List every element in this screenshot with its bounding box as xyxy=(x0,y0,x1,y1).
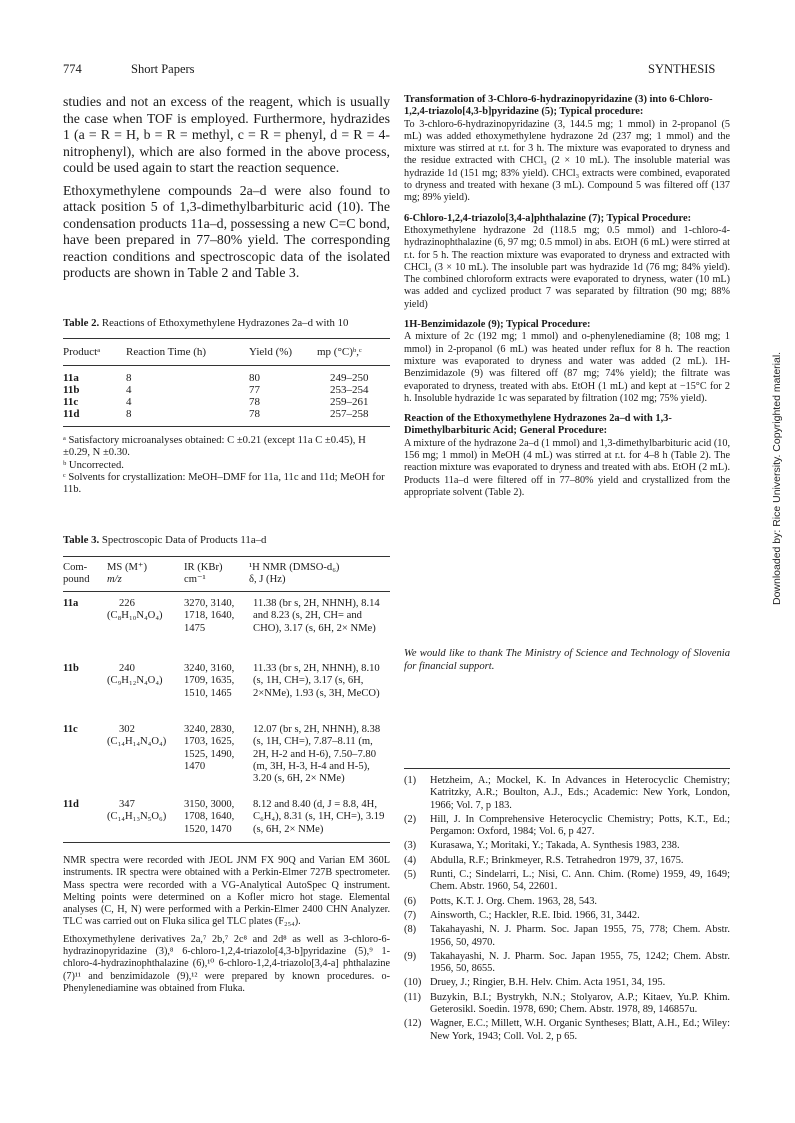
paragraph: NMR spectra were recorded with JEOL JNM FX 90Q and Varian EM 360L instruments. IR spectra were obtained with a Perkin-Elmer 727B spectrometer. Mass spectra were recorded with a VG-Analytical AutoSpec Q instrument. Melting points were determined on a Kofler micro hot stage. Elemental analyses (C, H, N) were performed with a Perkin-Elmer 2400 CHN Analyzer. TLC was carried out on Fluka silica gel TLC plates (F₂₅₄). xyxy=(63,855,390,928)
procedure-heading: Reaction of the Ethoxymethylene Hydrazones 2a–d with 1,3-Dimethylbarbituric Acid; General Procedure: xyxy=(404,413,672,437)
paragraph: Ethoxymethylene hydrazone 2d (118.5 mg; 0.5 mmol) and 1-chloro-4-hydrazinophthalazine (6, 97 mg; 0.5 mmol) in abs. EtOH (6 mL) were stirred at r.t. for 5 h. The reaction mixture was evaporated to dryness and extracted with CHCl₃ (3 × 10 mL). The insoluble part was hydrazide 1d (76 mg; 84% yield). The combined chloroform extracts were evaporated to dryness, water (10 mL) was added and cyclized product 7 was separated by filtration (90 mg; 88% yield) xyxy=(404,224,730,310)
table-cell: 3270, 3140, 1718, 1640, 1475 xyxy=(184,598,235,634)
column-header: pound xyxy=(63,574,90,585)
table-cell: 11.38 (br s, 2H, NHNH), 8.14 and 8.23 (s, 2H, CH= and CHO), 3.17 (s, 6H, 2× NMe) xyxy=(253,598,380,634)
table-cell: 226 xyxy=(119,598,135,609)
reference-number: (5) xyxy=(404,869,417,881)
table-cell: 77 xyxy=(249,384,260,396)
reference-number: (8) xyxy=(404,924,417,936)
download-notice: Downloaded by: Rice University. Copyrighted material. xyxy=(771,351,783,605)
table-row xyxy=(63,396,390,408)
column-header: mp (°C)ᵇ,ᶜ xyxy=(317,346,362,358)
section-name: Short Papers xyxy=(131,62,195,76)
column-header: MS (M⁺) xyxy=(107,562,148,573)
table-cell: 302 xyxy=(119,724,135,735)
reference-item xyxy=(404,1018,730,1043)
table-2 xyxy=(63,317,390,496)
table-cell: (C₁₄H₁₃N₅O₆) xyxy=(107,811,167,823)
table-row xyxy=(63,384,390,396)
table-row xyxy=(63,799,390,836)
table-cell: 347 xyxy=(119,799,135,810)
reference-number: (3) xyxy=(404,840,417,852)
reference-text: Druey, J.; Ringier, B.H. Helv. Chim. Acta 1951, 34, 195. xyxy=(430,977,666,989)
page-number: 774 xyxy=(63,62,82,76)
table-row xyxy=(63,663,390,724)
reference-text: Abdulla, R.F.; Brinkmeyer, R.S. Tetrahedron 1979, 37, 1675. xyxy=(430,854,684,866)
reference-item xyxy=(404,814,730,839)
reference-item xyxy=(404,896,730,908)
column-header: m/z xyxy=(107,574,122,585)
column-header: Com- xyxy=(63,562,88,573)
left-intro xyxy=(63,94,390,282)
reference-text: Kurasawa, Y.; Moritaki, Y.; Takada, A. Synthesis 1983, 238. xyxy=(430,840,680,852)
table-3-header xyxy=(63,562,390,586)
reference-text: Hill, J. In Comprehensive Heterocyclic Chemistry; Potts, K.T., Ed.; Pergamon: Oxford, 1984; Vol. 6, p 427. xyxy=(430,813,730,838)
table-label: Table 3. xyxy=(63,534,100,546)
acknowledgement-text: We would like to thank The Ministry of Science and Technology of Slovenia for financial support. xyxy=(404,648,730,672)
procedure-heading: Transformation of 3-Chloro-6-hydrazinopyridazine (3) into 6-Chloro-1,2,4-triazolo[4,3-b]pyridazine (5); Typical procedure: xyxy=(404,94,713,118)
table-cell: 8.12 and 8.40 (d, J = 8.8, 4H, C₆H₄), 8.31 (s, 1H, CH=), 3.19 (s, 6H, 2× NMe) xyxy=(253,799,385,835)
reference-number: (2) xyxy=(404,813,417,825)
reference-text: Ainsworth, C.; Hackler, R.E. Ibid. 1966, 31, 3442. xyxy=(430,909,640,921)
table-cell: 240 xyxy=(119,663,135,674)
column-header: ¹H NMR (DMSO-d₆) xyxy=(249,562,340,573)
table-cell: (C₁₄H₁₄N₄O₄) xyxy=(107,736,167,748)
table-label: Table 2. xyxy=(63,317,100,329)
table-cell: 249–250 xyxy=(330,372,369,384)
journal-name: SYNTHESIS xyxy=(648,62,716,76)
table-cell: 11d xyxy=(63,799,79,810)
table-cell: 11d xyxy=(63,408,80,420)
reference-item xyxy=(404,992,730,1017)
paragraph: Ethoxymethylene derivatives 2a,⁷ 2b,⁷ 2c⁸ and 2d⁸ as well as 3-chloro-6-hydrazinopyridazine (3),⁸ 6-chloro-1,2,4-triazolo[4,3-b]pyridazine (5),⁹ 1-chloro-4-hydrazinophthalazine (6),¹⁰ 6-chloro-1,2,4-triazolo[3,4-a] phthalazine (7)¹¹ and benzimidazole (9),¹² were prepared by known procedures. o-Phenylenediamine was obtained from Fluka. xyxy=(63,933,390,994)
references xyxy=(404,768,730,1045)
column-header: Productᵃ xyxy=(63,346,101,358)
table-title: Reactions of Ethoxymethylene Hydrazones 2a–d with 10 xyxy=(101,317,349,329)
table-2-grid xyxy=(63,346,390,365)
table-3 xyxy=(63,534,390,843)
table-cell: 4 xyxy=(126,396,132,408)
table-row xyxy=(63,408,390,420)
reference-number: (10) xyxy=(404,977,422,989)
table-cell: 78 xyxy=(249,408,260,420)
reference-number: (6) xyxy=(404,895,417,907)
reference-number: (12) xyxy=(404,1018,422,1030)
reference-number: (1) xyxy=(404,775,417,786)
table-row xyxy=(63,598,390,663)
reference-text: Takahayashi, N. J. Pharm. Soc. Japan 1955, 75, 778; Chem. Abstr. 1956, 50, 4970. xyxy=(430,924,730,948)
reference-text: Wagner, E.C.; Millett, W.H. Organic Syntheses; Blatt, A.H., Ed.; Wiley: New York, 1943; Coll. Vol. 2, p 65. xyxy=(430,1018,730,1042)
table-cell: 11a xyxy=(63,372,79,384)
table-cell: 11b xyxy=(63,663,79,674)
table-cell: 78 xyxy=(249,396,260,408)
table-cell: 8 xyxy=(126,372,132,384)
table-cell: 11.33 (br s, 2H, NHNH), 8.10 (s, 1H, CH=), 3.17 (s, 6H, 2×NMe), 1.93 (s, 3H, MeCO) xyxy=(253,663,380,699)
left-experimental xyxy=(63,855,390,995)
reference-text: Buzykin, B.I.; Bystrykh, N.N.; Stolyarov, A.P.; Kitaev, Yu.P. Khim. Geterosikl. Soedin. 1978, 690; Chem. Abstr. 1978, 89, 146857u. xyxy=(430,991,730,1016)
column-header: δ, J (Hz) xyxy=(249,574,286,585)
table-caption xyxy=(63,317,390,329)
paragraph: To 3-chloro-6-hydrazinopyridazine (3, 144.5 mg; 1 mmol) in 2-propanol (5 mL) was added ethoxymethylene hydrazone 2d (237 mg; 1 mmol) and the mixture was stirred at r.t. for 3 h. The mixture was evaporated to dryness and the residue extracted with CHCl₃ (2 × 10 mL). The insoluble material was hydrazide 1d (151 mg; 83% yield). CHCl₃ extracts were combined, evaporated to dryness and treated with hexane (3 mL). Compound 5 was filtered off (137 mg; 89% yield). xyxy=(404,118,730,204)
table-cell: 3240, 2830, 1703, 1625, 1525, 1490, 1470 xyxy=(184,724,235,772)
reference-number: (4) xyxy=(404,854,417,866)
table-caption xyxy=(63,534,390,546)
table-cell: 3150, 3000, 1708, 1640, 1520, 1470 xyxy=(184,799,235,835)
paragraph: Ethoxymethylene compounds 2a–d were also found to attack position 5 of 1,3-dimethylbarbituric acid (10). The condensation products 11a–d, possessing a new C=C bond, have been prepared in 77–80% yield. The corresponding reaction conditions and spectroscopic data of the isolated products are shown in Table 2 and Table 3. xyxy=(63,182,390,280)
column-header: IR (KBr) xyxy=(184,562,223,573)
table-cell: 11b xyxy=(63,384,80,396)
table-2-body xyxy=(63,372,390,420)
procedure-heading: 1H-Benzimidazole (9); Typical Procedure: xyxy=(404,319,591,331)
procedure-heading: 6-Chloro-1,2,4-triazolo[3,4-a]phthalazine (7); Typical Procedure: xyxy=(404,212,692,224)
table-cell: 11c xyxy=(63,724,78,735)
table-cell: 259–261 xyxy=(330,396,369,408)
column-header: Yield (%) xyxy=(249,346,293,358)
reference-item xyxy=(404,977,730,989)
footnote: ᵇ Uncorrected. xyxy=(63,459,124,471)
reference-number: (7) xyxy=(404,909,417,921)
acknowledgement xyxy=(404,647,730,673)
reference-text: Hetzheim, A.; Mockel, K. In Advances in Heterocyclic Chemistry; Katritzky, A.R.; Boulton, A.J., Eds.; Academic: New York, London, 1966; Vol. 7, p 183. xyxy=(430,775,730,811)
paragraph: A mixture of 2c (192 mg; 1 mmol) and o-phenylenediamine (8; 108 mg; 1 mmol) in 2-propanol (6 mL) was heated under reflux for 8 h. The reaction mixture was evaporated to dryness and water was added (2 mL). 1H-Benzimidazole (9) was filtered off (87 mg; 74% yield); the filtrate was evaporated to dryness, treated with abs. EtOH (1 mL) and kept at −15°C for 2 h. Insoluble hydrazide 1c was separated by filtration (102 mg; 75% yield). xyxy=(404,331,730,404)
table-cell: 8 xyxy=(126,408,132,420)
reference-number: (11) xyxy=(404,991,421,1003)
reference-item xyxy=(404,855,730,867)
table-row xyxy=(63,724,390,799)
table-row xyxy=(63,372,390,384)
column-header: cm⁻¹ xyxy=(184,574,206,585)
table-cell: 253–254 xyxy=(330,384,369,396)
column-header: Reaction Time (h) xyxy=(126,346,207,358)
reference-number: (9) xyxy=(404,950,417,962)
table-cell: 257–258 xyxy=(330,408,369,420)
paragraph: studies and not an excess of the reagent, which is usually the case when TOF is employed. Furthermore, hydrazides 1 (a = R = H, b = R = methyl, c = R = phenyl, d = R = 4-nitrophenyl), which are also formed in the above process, could be used again to start the reaction sequence. xyxy=(63,94,390,175)
reference-item xyxy=(404,924,730,949)
table-cell: (C₈H₁₀N₄O₄) xyxy=(107,610,163,622)
table-3-body xyxy=(63,598,390,836)
table-title: Spectroscopic Data of Products 11a–d xyxy=(101,534,267,546)
footnote: ᶜ Solvents for crystallization: MeOH–DMF for 11a, 11c and 11d; MeOH for 11b. xyxy=(63,471,385,496)
reference-item xyxy=(404,775,730,812)
table-cell: 11a xyxy=(63,598,79,609)
footnote: ᵃ Satisfactory microanalyses obtained: C ±0.21 (except 11a C ±0.45), H ±0.29, N ±0.30. xyxy=(63,435,366,459)
reference-item xyxy=(404,910,730,922)
reference-item xyxy=(404,951,730,976)
reference-item xyxy=(404,869,730,894)
reference-text: Potts, K.T. J. Org. Chem. 1963, 28, 543. xyxy=(430,895,598,907)
right-column xyxy=(404,94,730,499)
reference-item xyxy=(404,840,730,852)
table-cell: 11c xyxy=(63,396,79,408)
table-cell: 12.07 (br s, 2H, NHNH), 8.38 (s, 1H, CH=), 7.87–8.11 (m, 2H, H-2 and H-6), 7.50–7.80 (m, 3H, H-3, H-4 and H-5), 3.20 (s, 6H, 2× NMe) xyxy=(253,724,381,785)
table-cell: 80 xyxy=(249,372,260,384)
reference-text: Runti, C.; Sindelarri, L.; Nisi, C. Ann. Chim. (Rome) 1959, 49, 1649; Chem. Abstr. 1960, 54, 22601. xyxy=(430,869,730,893)
table-cell: 4 xyxy=(126,384,132,396)
table-cell: (C₉H₁₂N₄O₄) xyxy=(107,675,163,687)
table-cell: 3240, 3160, 1709, 1635, 1510, 1465 xyxy=(184,663,235,699)
reference-text: Takahayashi, N. J. Pharm. Soc. Japan 1955, 75, 1242; Chem. Abstr. 1956, 50, 8655. xyxy=(430,950,730,975)
paragraph: A mixture of the hydrazone 2a–d (1 mmol) and 1,3-dimethylbarbituric acid (10, 156 mg; 1 mmol) in MeOH (4 mL) was stirred at r.t. for 4–8 h (Table 2). The reaction mixture was evaporated to dryness and treated with abs. EtOH (2 mL). Products 11a–d were filtered off in 77–80% yield and crystallized from the appropriate solvent (Table 2). xyxy=(404,437,730,498)
